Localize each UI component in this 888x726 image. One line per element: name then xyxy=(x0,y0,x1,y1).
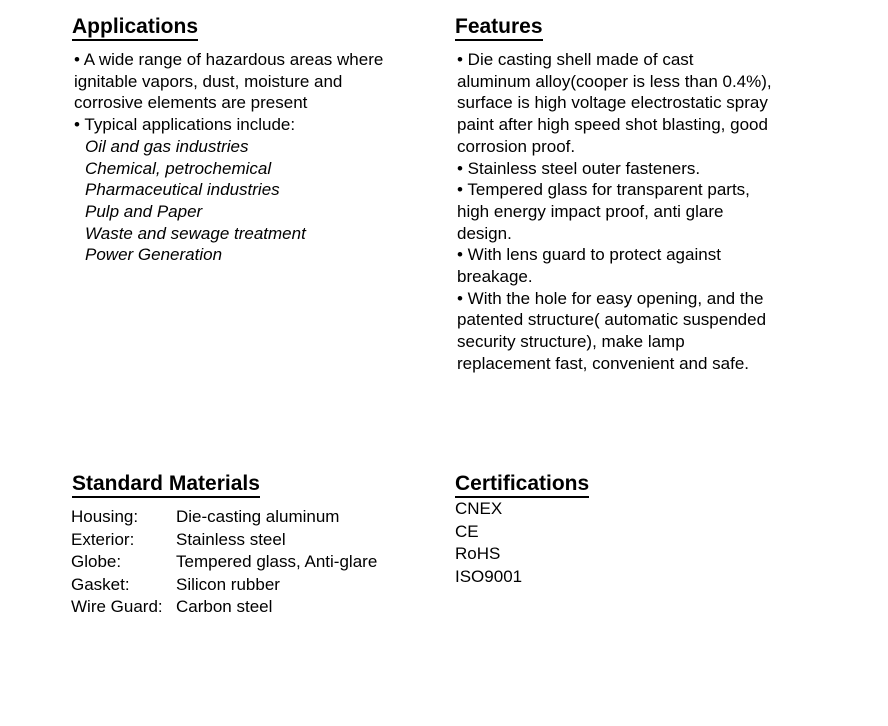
material-label: Gasket: xyxy=(71,574,130,594)
features-line: corrosion proof. xyxy=(457,136,576,156)
material-value: Silicon rubber xyxy=(176,574,280,594)
features-line: • Die casting shell made of cast xyxy=(457,50,694,69)
materials-table xyxy=(71,506,431,619)
features-line: aluminum alloy(cooper is less than 0.4%), xyxy=(457,71,772,91)
material-value: Tempered glass, Anti-glare xyxy=(176,552,378,572)
certification-item: CE xyxy=(455,521,479,541)
application-item: Waste and sewage treatment xyxy=(85,223,306,243)
material-value: Carbon steel xyxy=(176,597,273,617)
features-line: patented structure( automatic suspended xyxy=(457,310,767,330)
features-line: breakage. xyxy=(457,267,533,287)
features-title: Features xyxy=(455,15,543,41)
application-item: Pulp and Paper xyxy=(85,201,203,221)
material-label: Housing: xyxy=(71,507,139,526)
certification-item: RoHS xyxy=(455,544,501,564)
features-line: • With lens guard to protect against xyxy=(457,245,721,265)
features-heading xyxy=(455,15,543,41)
application-item: Chemical, petrochemical xyxy=(85,158,272,178)
features-line: • Stainless steel outer fasteners. xyxy=(457,158,701,178)
material-value: Die-casting aluminum xyxy=(176,507,340,526)
certifications-title: Certifications xyxy=(455,472,589,498)
material-label: Exterior: xyxy=(71,529,135,549)
features-line: security structure), make lamp xyxy=(457,332,685,352)
features-line: replacement fast, convenient and safe. xyxy=(457,353,750,373)
features-line: design. xyxy=(457,223,512,243)
features-line: • With the hole for easy opening, and the xyxy=(457,288,764,308)
features-line: paint after high speed shot blasting, good xyxy=(457,115,768,135)
application-item: Pharmaceutical industries xyxy=(85,180,280,200)
certification-item: ISO9001 xyxy=(455,566,523,586)
applications-line: • A wide range of hazardous areas where xyxy=(74,50,384,69)
material-value: Stainless steel xyxy=(176,529,286,549)
features-body xyxy=(457,49,772,375)
certification-item: CNEX xyxy=(455,499,503,518)
certifications-list xyxy=(455,498,522,588)
applications-title: Applications xyxy=(72,15,198,41)
certifications-heading xyxy=(455,472,589,498)
material-label: Globe: xyxy=(71,552,122,572)
material-row xyxy=(71,506,431,529)
applications-line: corrosive elements are present xyxy=(74,93,308,113)
applications-line: • Typical applications include: xyxy=(74,115,296,135)
features-line: • Tempered glass for transparent parts, xyxy=(457,180,750,200)
material-row xyxy=(71,596,431,619)
applications-body xyxy=(74,49,383,266)
material-row xyxy=(71,529,431,552)
material-row xyxy=(71,574,431,597)
material-row xyxy=(71,551,431,574)
applications-heading xyxy=(72,15,198,41)
materials-title: Standard Materials xyxy=(72,472,260,498)
application-item: Power Generation xyxy=(85,245,223,265)
application-item: Oil and gas industries xyxy=(85,136,249,156)
features-line: high energy impact proof, anti glare xyxy=(457,201,724,221)
features-line: surface is high voltage electrostatic spray xyxy=(457,93,768,113)
applications-line: ignitable vapors, dust, moisture and xyxy=(74,71,343,91)
materials-heading xyxy=(72,472,260,498)
material-label: Wire Guard: xyxy=(71,597,163,617)
